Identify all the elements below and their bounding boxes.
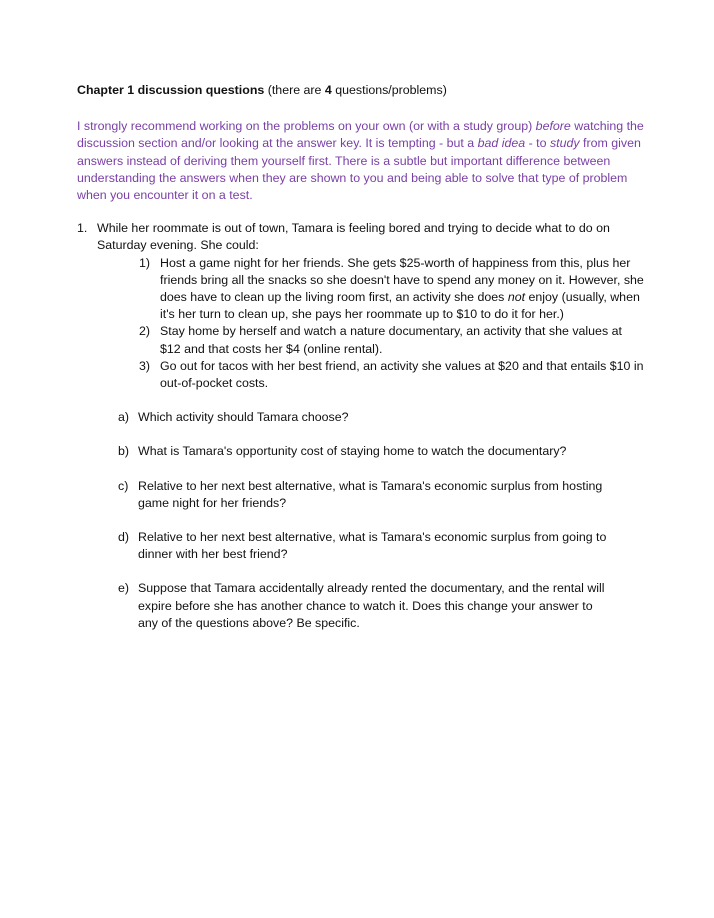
subquestion-text: Which activity should Tamara choose?	[138, 410, 349, 425]
option-number: 2)	[139, 324, 151, 339]
heading-count: 4	[324, 83, 332, 97]
subquestion-d	[97, 529, 644, 563]
intro-text-3: - to	[525, 136, 550, 151]
subquestion-letter: a)	[118, 410, 130, 425]
intro-text-1: I strongly recommend working on the problems on your own (or with a study group)	[77, 119, 536, 134]
option-item	[139, 358, 644, 392]
subquestion-a	[97, 409, 644, 426]
intro-bad-idea: bad idea	[477, 136, 526, 151]
question-text: While her roommate is out of town, Tamara is feeling bored and trying to decide what to do on Saturday evening. She could:	[97, 221, 610, 253]
heading-post: questions/problems)	[331, 83, 447, 97]
option-text-part: Host a game night for her friends. She gets $25-worth of happiness from this, plus her friends bring all the snacks so she doesn't have to spend any money on it. However, she does have to clean up the living room first, an activity she does	[160, 255, 644, 305]
option-item	[139, 255, 644, 324]
option-number: 1)	[139, 255, 151, 270]
intro-before: before	[535, 119, 571, 134]
option-text: Stay home by herself and watch a nature documentary, an activity that she values at $12 and that costs her $4 (online rental).	[160, 324, 622, 356]
option-item	[139, 323, 644, 357]
heading-bold: Chapter 1 discussion questions	[77, 83, 265, 97]
option-text: Go out for tacos with her best friend, an activity she values at $20 and that entails $10 in out-of-pocket costs.	[160, 358, 644, 391]
intro-study: study	[549, 136, 580, 151]
option-list	[139, 255, 644, 393]
subquestion-text: Relative to her next best alternative, what is Tamara's economic surplus from going to dinner with her best friend?	[138, 530, 607, 562]
question-1	[77, 220, 644, 254]
subquestion-b	[97, 443, 644, 460]
intro-paragraph	[77, 118, 644, 204]
subquestion-letter: b)	[118, 444, 130, 459]
subquestion-letter: d)	[118, 530, 130, 545]
heading-pre: (there are	[267, 83, 325, 97]
page-title	[77, 82, 644, 99]
option-number: 3)	[139, 358, 151, 373]
option-text	[160, 256, 644, 322]
subquestion-letter: c)	[118, 478, 129, 493]
intro-text-2: watching the discussion section and/or looking at the answer key. It is tempting - but a	[77, 119, 644, 151]
intro-text-4: from given answers instead of deriving them yourself first. There is a subtle but important difference between understanding the answers when they are shown to you and being able to solve that type of problem when you encounter it on a test.	[77, 136, 641, 203]
option-emphasis-not: not	[507, 290, 526, 305]
subquestion-text: Relative to her next best alternative, what is Tamara's economic surplus from hosting game night for her friends?	[138, 478, 603, 510]
subquestion-text: Suppose that Tamara accidentally already rented the documentary, and the rental will expire before she has another chance to watch it. Does this change your answer to any of the questions above? Be specific.	[138, 581, 605, 630]
subquestion-c	[97, 478, 644, 512]
subquestion-letter: e)	[118, 581, 130, 596]
option-text-part: enjoy (usually, when it's her turn to clean up, she pays her roommate up to $10 to do it for her.)	[160, 290, 640, 322]
subquestion-text: What is Tamara's opportunity cost of staying home to watch the documentary?	[138, 444, 567, 459]
question-number: 1.	[77, 221, 88, 236]
subquestion-e	[97, 580, 644, 632]
